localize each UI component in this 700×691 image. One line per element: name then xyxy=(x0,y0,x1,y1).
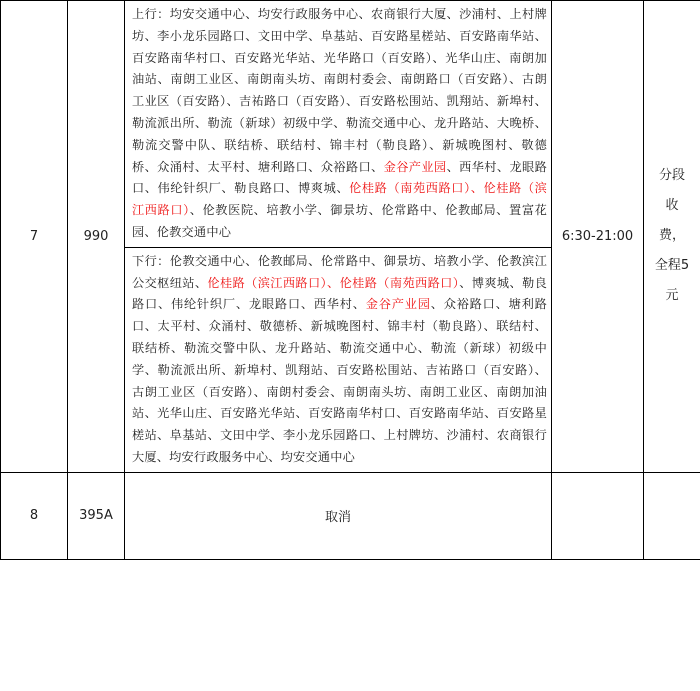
route-number: 395A xyxy=(68,472,125,559)
fare-cell xyxy=(644,1,700,473)
fare-line: 分段 xyxy=(658,168,685,184)
stop-text: 、博爽城、勒良路口、伟纶针织厂、龙眼路口、西华村、 xyxy=(132,275,547,312)
stop-text-highlight: 伦桂路（滨江西路口）、伦桂路（南苑西路口） xyxy=(207,275,460,290)
fare-line: 全程5 xyxy=(654,258,690,274)
fare-line: 元 xyxy=(665,288,679,304)
fare-empty xyxy=(644,472,700,559)
stop-text-highlight: 金谷产业园 xyxy=(365,297,431,312)
row-number: 7 xyxy=(1,1,68,473)
service-time-empty xyxy=(552,472,644,559)
stop-text: 、众裕路口、塘利路口、太平村、众涌村、敬德桥、新城晚图村、锦丰村（勒良路）、联结村、联结桥、勒流交警中队、龙升路站、勒流交通中心、勒流（新球）初级中学、勒流派出所、新埠村、凯翔站、百安路松围站、吉祐路口（百安路）、古朗工业区（百安路）、南朗村委会、南朗南头坊、南朗工业区、南朗加油站、光华山庄、百安路光华站、百安路南华村口、百安路南华站、百安路星槎站、阜基站、文田中学、李小龙乐园路口、上村牌坊、沙浦村、农商银行大厦、均安行政服务中心、均安交通中心 xyxy=(132,297,547,464)
stop-text: 上行：均安交通中心、均安行政服务中心、农商银行大厦、沙浦村、上村牌坊、李小龙乐园路口、文田中学、阜基站、百安路星槎站、百安路南华站、百安路南华村口、百安路光华站、光华路口（百安路）、光华山庄、南朗加油站、南朗工业区、南朗南头坊、南朗村委会、南朗路口（百安路）、古朗工业区（百安路）、吉祐路口（百安路）、百安路松围站、凯翔站、新埠村、勒流派出所、勒流（新球）初级中学、勒流交通中心、龙升路站、大晚桥、勒流交警中队、联结桥、联结村、锦丰村（勒良路）、新城晚图村、敬德桥、众涌村、太平村、塘利路口、众裕路口、 xyxy=(132,7,547,174)
up-direction-stops xyxy=(125,1,551,247)
table-row xyxy=(1,472,700,559)
down-direction-stops xyxy=(125,248,551,472)
service-time: 6:30-21:00 xyxy=(552,1,644,473)
stop-text: 、伦教医院、培教小学、御景坊、伦常路中、伦教邮局、置富花园、伦教交通中心 xyxy=(132,203,547,239)
fare-line: 收 xyxy=(665,198,679,214)
stop-text: 、西华村、龙眼路口、伟纶针织厂、勒良路口、博爽城、 xyxy=(132,159,548,196)
row-number: 8 xyxy=(1,472,68,559)
down-direction-cell xyxy=(125,247,552,472)
stop-text-highlight: 伦桂路（南苑西路口）、伦桂路（滨江西路口） xyxy=(132,181,547,218)
fare-line: 费， xyxy=(658,228,685,244)
route-number: 990 xyxy=(68,1,125,473)
stop-text: 下行：伦教交通中心、伦教邮局、伦常路中、御景坊、培教小学、伦教滨江公交枢纽站、 xyxy=(132,253,547,290)
up-direction-cell xyxy=(125,1,552,248)
stop-text-highlight: 金谷产业园 xyxy=(383,159,447,174)
cancel-note: 取消 xyxy=(125,472,552,559)
table-row xyxy=(1,1,700,248)
